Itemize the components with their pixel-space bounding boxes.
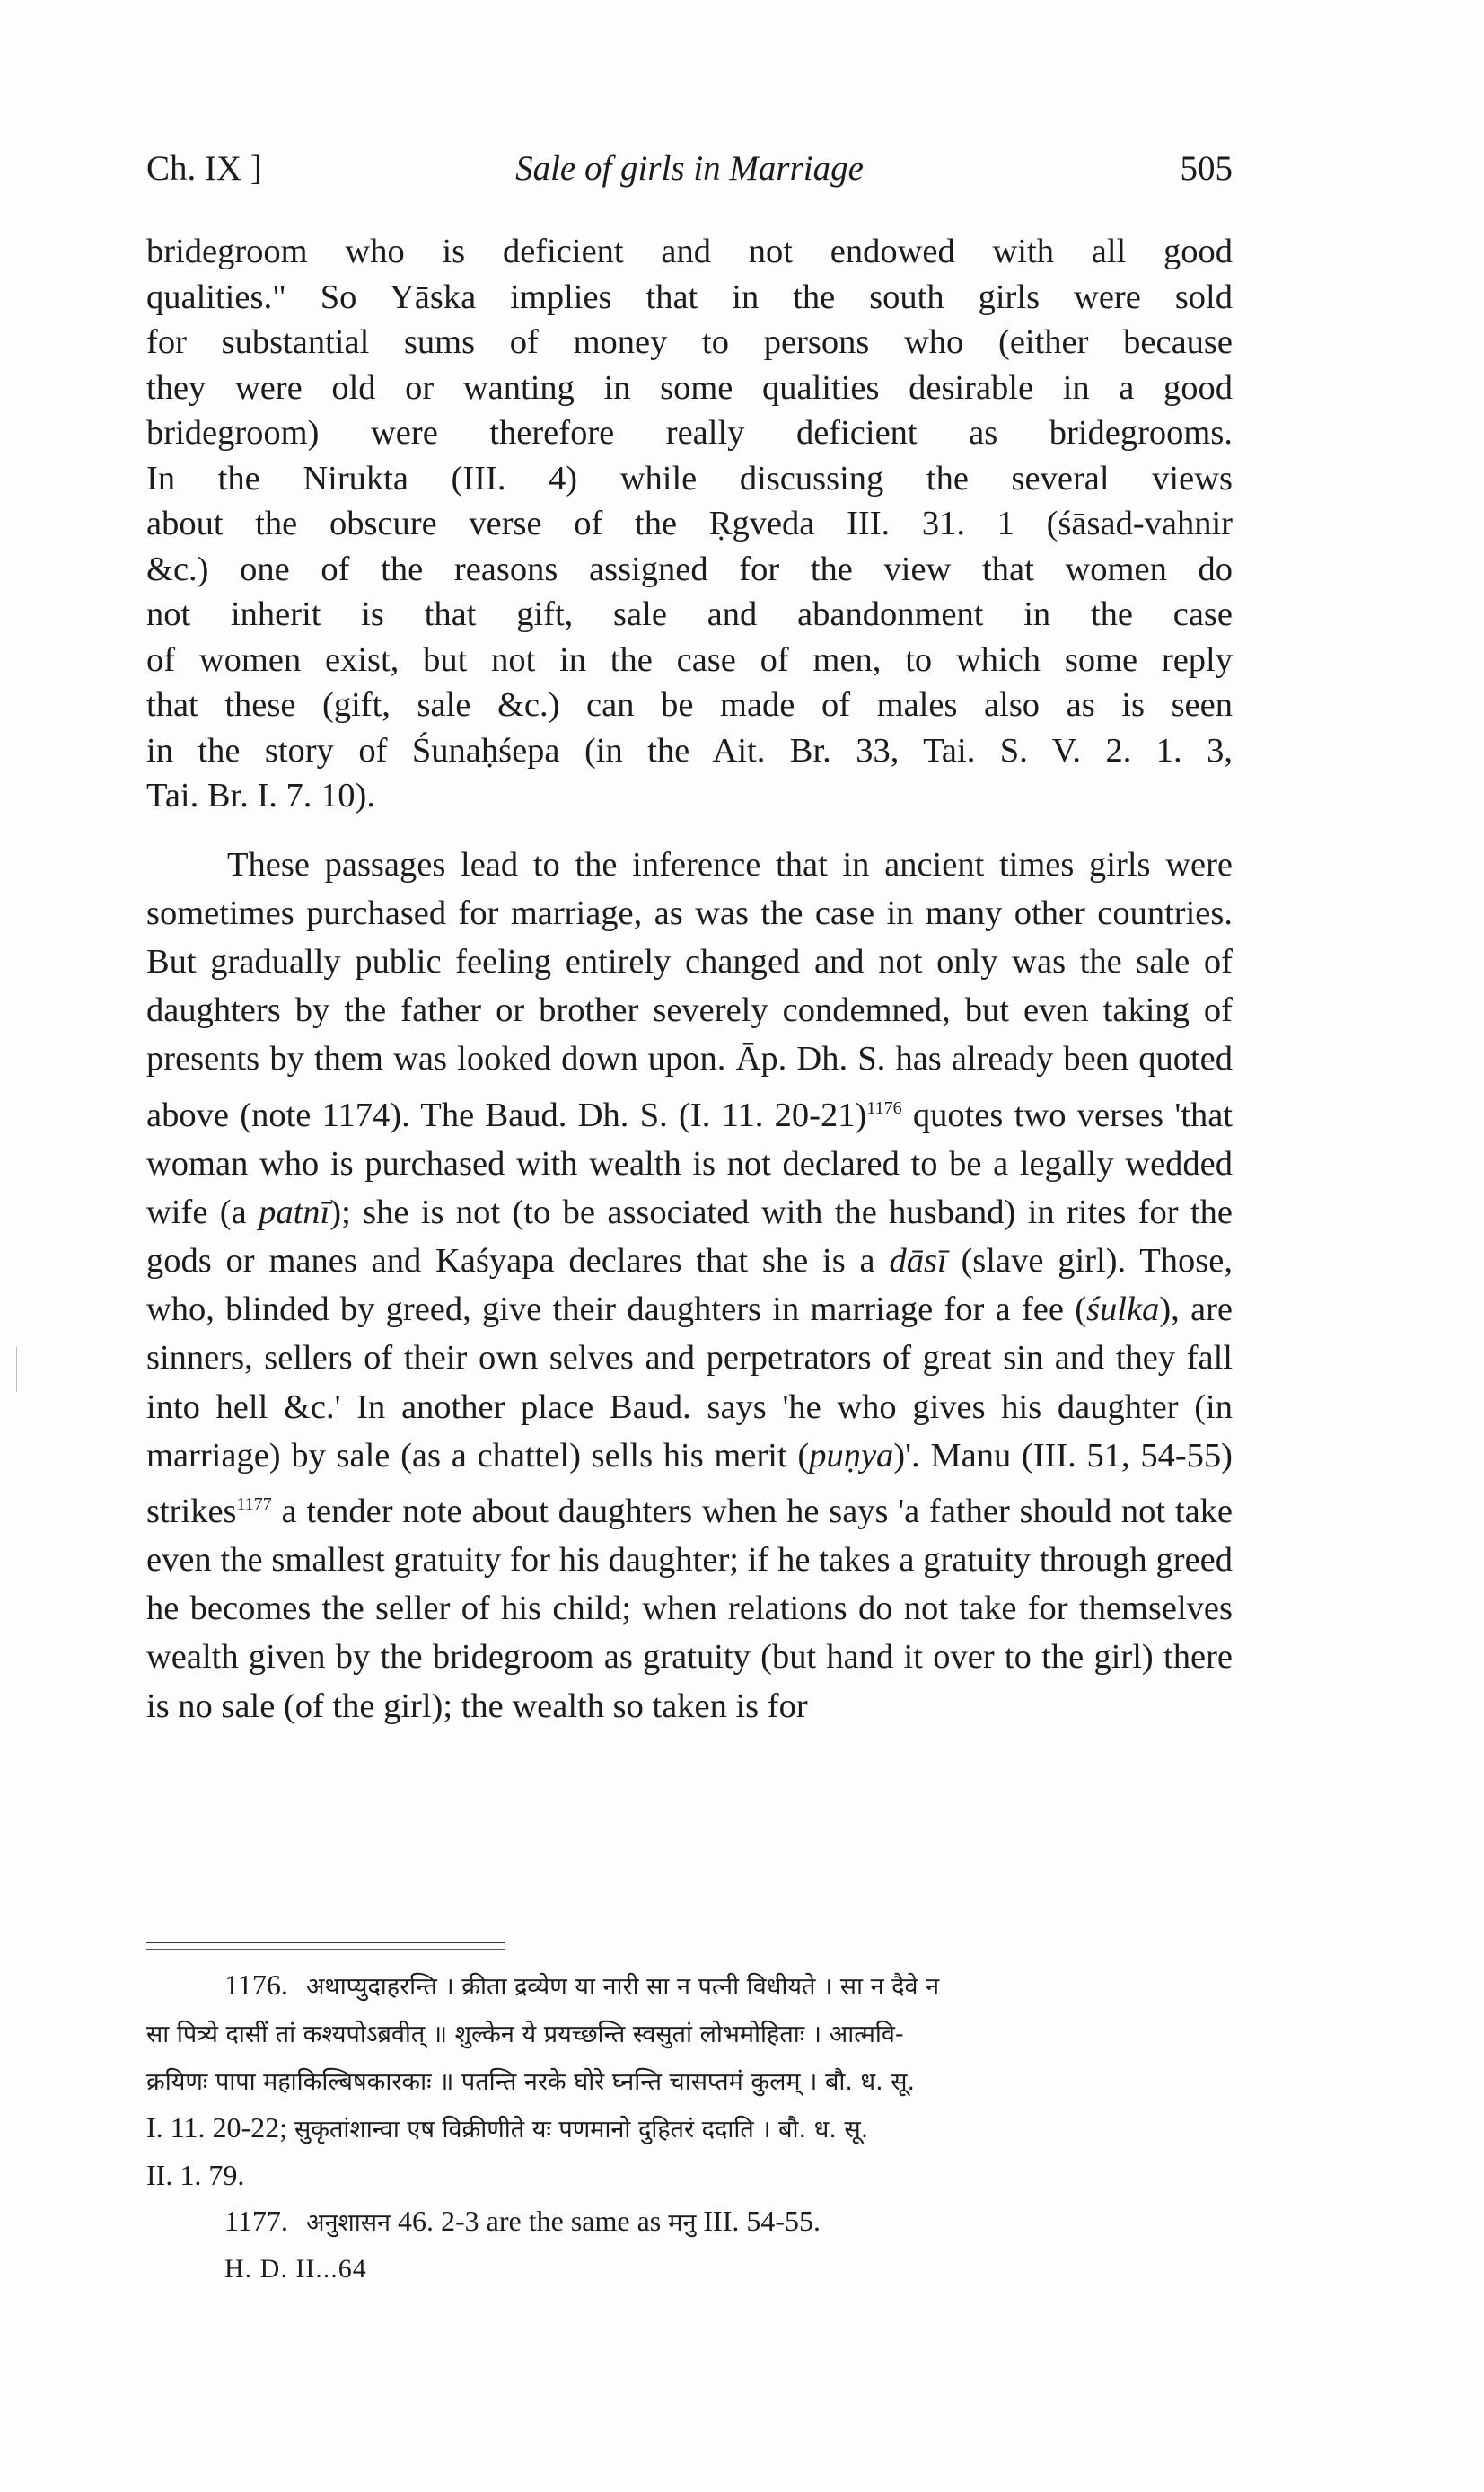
sanskrit-text: सा पित्र्ये दासीं तां कश्यपोऽब्रवीत् ॥ शुल्केन ये प्रयच्छन्ति स्वसुतां लोभमोहिताः । आत्मवि- (146, 2021, 904, 2048)
footnote-1176-line (146, 2105, 1233, 2153)
footnote-1176-line (146, 2010, 1233, 2057)
footnotes (146, 1962, 1233, 2292)
footnote-number: 1176. (224, 1968, 288, 2001)
text-line: about the obscure verse of the Ṛgveda III. 31. 1 (śāsad-vahnir (146, 505, 1233, 542)
text-line: qualities." So Yāska implies that in the south girls were sold (146, 277, 1233, 316)
footnote-1176-line (146, 2057, 1233, 2105)
term-dasi: dāsī (889, 1241, 947, 1280)
text-line: bridegroom) were therefore really deficient as bridegrooms. (146, 414, 1233, 452)
text-line: they were old or wanting in some qualities desirable in a good (146, 368, 1233, 407)
sanskrit-text: अनुशासन (305, 2209, 391, 2237)
text-line: that these (gift, sale &c.) can be made of males also as is seen (146, 686, 1233, 724)
footnote-rule-thin (146, 1949, 505, 1950)
citation-text: 46. 2-3 are the same as (391, 2205, 669, 2237)
paragraph-text: ), are sinners, sellers of their own selves and perpetrators of great sin and they fall into hell &c.' In another place Baud. says 'he who gives his daughter (in marriage) by sale (as a chattel) sells his merit ( (146, 1290, 1233, 1475)
page-number: 505 (1180, 149, 1233, 188)
paragraph-text: )'. Manu (III. 51, 54-55) strikes (146, 1436, 1233, 1530)
sanskrit-text: अथाप्युदाहरन्ति । क्रीता द्रव्येण या नारी सा न पत्नी विधीयते । सा न दैवे न (305, 1973, 940, 2001)
main-text (146, 229, 1233, 1730)
text-line: not inherit is that gift, sale and abandonment in the case (146, 595, 1233, 633)
text-line: bridegroom who is deficient and not endowed with all good (146, 233, 1233, 270)
text-line: of women exist, but not in the case of men, to which some reply (146, 640, 1233, 679)
term-sulka: śulka (1086, 1290, 1160, 1329)
paragraph-text: a tender note about daughters when he says 'a father should not take even the smallest gratuity for his daughter; if he takes a gratuity through greed he becomes the seller of his child; when relations do not take for themselves wealth given by the bridegroom as gratuity (but hand it over to the girl) there is no sale (of the girl); the wealth so taken is for (146, 1492, 1233, 1725)
running-header (146, 148, 1233, 202)
footnote-1176-line (146, 2153, 1233, 2198)
text-line: Tai. Br. I. 7. 10). (146, 777, 376, 815)
paragraph-sale-of-daughters (146, 841, 1233, 1730)
footnote-1177-line (146, 2198, 1233, 2246)
sanskrit-text: सुकृतांशान्वा एष विक्रीणीते यः पणमानो दुहितरं ददाति । बौ. ध. सू. (294, 2116, 869, 2144)
paragraph-text: These passages lead to the inference that in ancient times girls were sometimes purchased for marriage, as was the case in many other countries. But gradually public feeling entirely changed and not only was the sale of daughters by the father or brother severely condemned, but even taking of presents by them was looked down upon. Āp. Dh. S. has already been quoted above (note 1174). The Baud. Dh. S. (I. 11. 20-21) (146, 845, 1233, 1134)
citation-text: I. 11. 20-22; (146, 2111, 295, 2144)
text-line: &c.) one of the reasons assigned for the view that women do (146, 550, 1233, 588)
footnote-1176-line (146, 1962, 1233, 2010)
text-line: In the Nirukta (III. 4) while discussing the several views (146, 459, 1233, 498)
text-line: in the story of Śunaḥśepa (in the Ait. Br. 33, Tai. S. V. 2. 1. 3, (146, 731, 1233, 770)
running-title: Sale of girls in Marriage (515, 149, 864, 188)
citation-text: III. 54-55. (696, 2205, 821, 2237)
paragraph-text: (slave girl). Those, who, blinded by greed, give their daughters in marriage for a fee ( (146, 1241, 1233, 1329)
signature-mark: H. D. II...64 (224, 2254, 367, 2284)
sanskrit-text: क्रयिणः पापा महाकिल्बिषकारकाः ॥ पतन्ति नरके घोरे घ्नन्ति चासप्तमं कुलम् । बौ. ध. सू. (146, 2068, 916, 2096)
paragraph-text: ); she is not (to be associated with the husband) in rites for the gods or manes and Kaśyapa declares that she is a (146, 1193, 1234, 1280)
footnote-rule (146, 1942, 505, 1943)
paragraph-text: quotes two verses 'that woman who is purchased with wealth is not declared to be a legally wedded wife (a (146, 1096, 1234, 1231)
chapter-label: Ch. IX ] (146, 149, 262, 188)
term-punya: puṇya (809, 1436, 894, 1475)
citation-text: II. 1. 79. (146, 2159, 245, 2191)
paragraph-continued (146, 229, 1233, 819)
footnote-number: 1177. (224, 2205, 288, 2237)
margin-mark (16, 1347, 17, 1392)
sanskrit-text: मनु (668, 2209, 697, 2237)
text-line: for substantial sums of money to persons who (either because (146, 323, 1233, 361)
footnote-ref-1176[interactable]: 1176 (866, 1097, 902, 1118)
footnote-ref-1177[interactable]: 1177 (236, 1493, 272, 1514)
term-patni: patnī (259, 1193, 330, 1231)
